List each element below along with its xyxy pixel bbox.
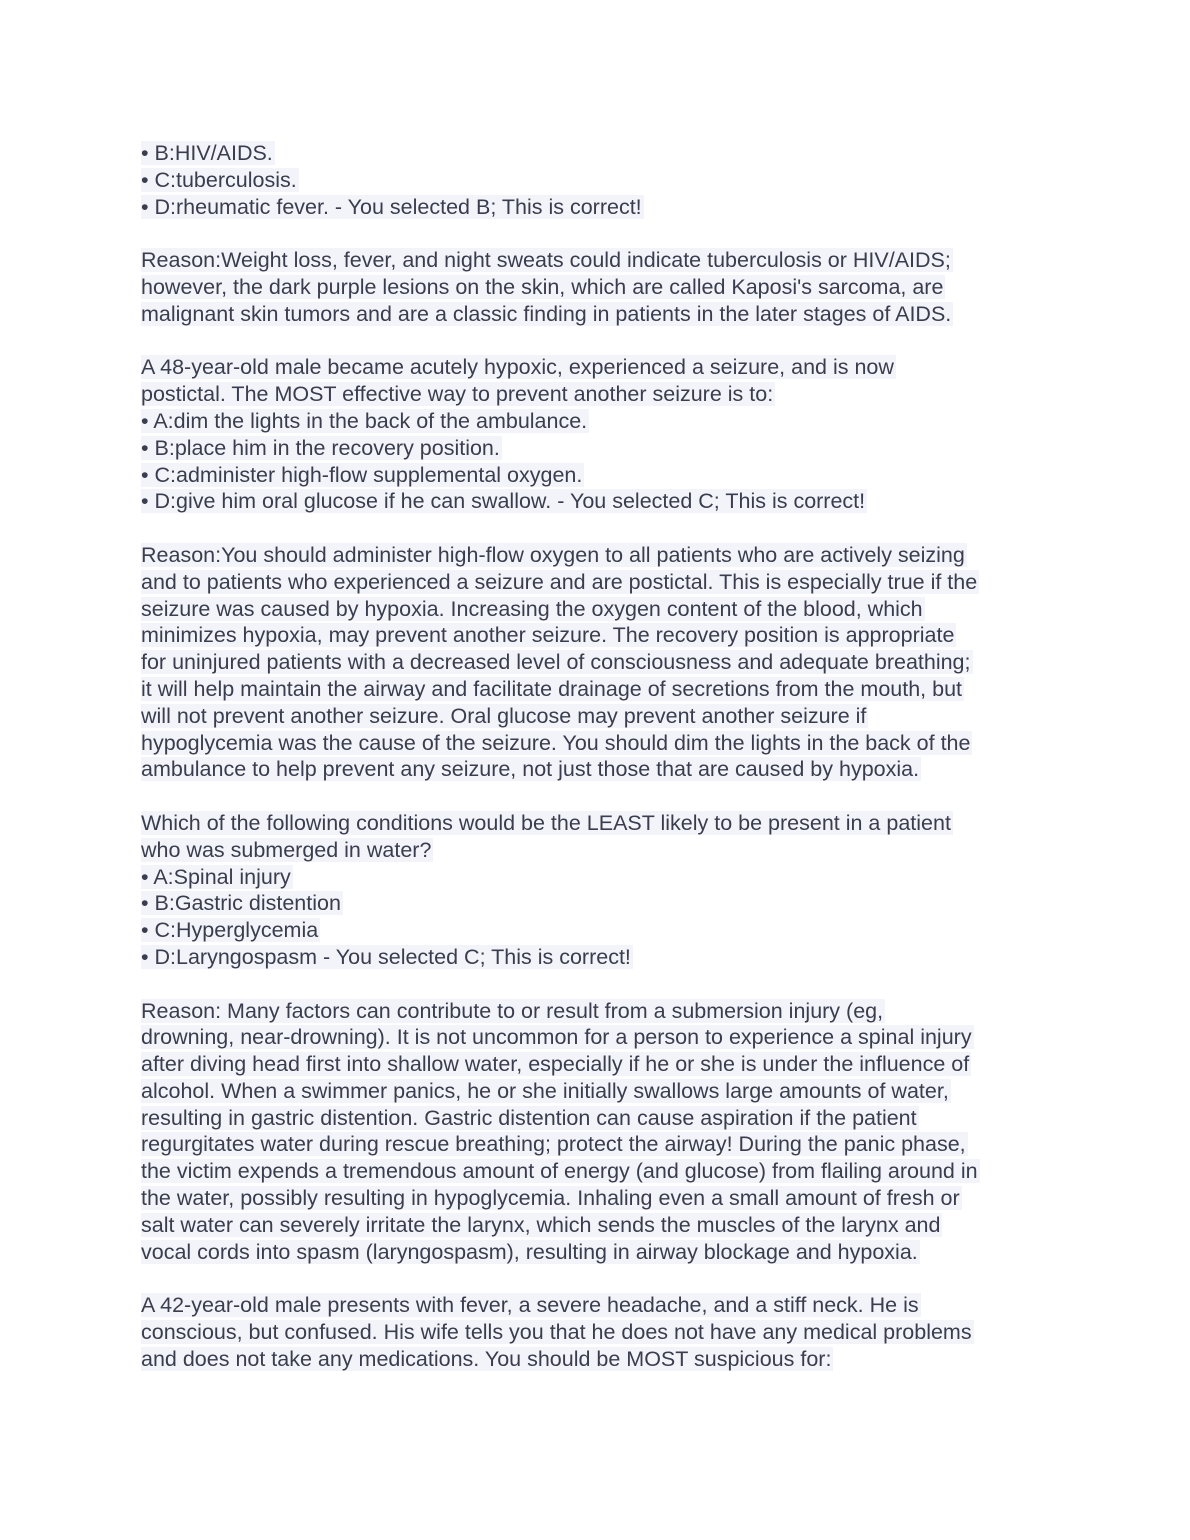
reason-line: and to patients who experienced a seizure and are postictal. This is especially true if the bbox=[141, 569, 978, 594]
reason-line: the victim expends a tremendous amount of energy (and glucose) from flailing around in bbox=[141, 1159, 978, 1184]
reason-line: for uninjured patients with a decreased level of consciousness and adequate breathing; bbox=[141, 650, 971, 675]
question-line: Which of the following conditions would be the LEAST likely to be present in a patient bbox=[141, 810, 951, 835]
reason-line: vocal cords into spasm (laryngospasm), resulting in airway blockage and hypoxia. bbox=[141, 1239, 918, 1264]
q1-reason bbox=[141, 247, 1061, 327]
question-line: A 42-year-old male presents with fever, a severe headache, and a stiff neck. He is bbox=[141, 1293, 919, 1318]
reason-line: Reason:Weight loss, fever, and night sweats could indicate tuberculosis or HIV/AIDS; bbox=[141, 248, 951, 273]
question-line: and does not take any medications. You should be MOST suspicious for: bbox=[141, 1346, 832, 1371]
reason-line: resulting in gastric distention. Gastric distention can cause aspiration if the patient bbox=[141, 1105, 917, 1130]
q1-options bbox=[141, 140, 1061, 220]
reason-line: after diving head first into shallow water, especially if he or she is under the influence of bbox=[141, 1052, 970, 1077]
reason-line: salt water can severely irritate the larynx, which sends the muscles of the larynx and bbox=[141, 1212, 941, 1237]
q3-options bbox=[141, 864, 1061, 971]
list-item: • C:tuberculosis. bbox=[141, 167, 297, 192]
q4-question bbox=[141, 1292, 1061, 1372]
reason-line: Reason:You should administer high-flow oxygen to all patients who are actively seizing bbox=[141, 542, 965, 567]
list-item: • D:rheumatic fever. - You selected B; This is correct! bbox=[141, 194, 642, 219]
q2-options bbox=[141, 408, 1061, 515]
question-line: A 48-year-old male became acutely hypoxic, experienced a seizure, and is now bbox=[141, 355, 894, 380]
reason-line: the water, possibly resulting in hypoglycemia. Inhaling even a small amount of fresh or bbox=[141, 1186, 960, 1211]
list-item: • B:HIV/AIDS. bbox=[141, 141, 273, 165]
question-line: conscious, but confused. His wife tells you that he does not have any medical problems bbox=[141, 1320, 972, 1345]
reason-line: ambulance to help prevent any seizure, not just those that are caused by hypoxia. bbox=[141, 757, 920, 782]
list-item: • C:administer high-flow supplemental oxygen. bbox=[141, 462, 583, 487]
list-item: • B:place him in the recovery position. bbox=[141, 435, 500, 460]
reason-line: hypoglycemia was the cause of the seizure. You should dim the lights in the back of the bbox=[141, 730, 971, 755]
reason-line: alcohol. When a swimmer panics, he or she initially swallows large amounts of water, bbox=[141, 1078, 949, 1103]
q2-reason bbox=[141, 542, 1061, 783]
list-item: • D:give him oral glucose if he can swallow. - You selected C; This is correct! bbox=[141, 489, 866, 514]
question-line: postictal. The MOST effective way to prevent another seizure is to: bbox=[141, 382, 774, 407]
list-item: • A:Spinal injury bbox=[141, 864, 291, 889]
list-item: • D:Laryngospasm - You selected C; This is correct! bbox=[141, 944, 631, 969]
reason-line: malignant skin tumors and are a classic finding in patients in the later stages of AIDS. bbox=[141, 301, 952, 326]
list-item: • B:Gastric distention bbox=[141, 891, 341, 916]
list-item: • A:dim the lights in the back of the ambulance. bbox=[141, 408, 588, 433]
reason-line: however, the dark purple lesions on the skin, which are called Kaposi's sarcoma, are bbox=[141, 274, 944, 299]
reason-line: will not prevent another seizure. Oral glucose may prevent another seizure if bbox=[141, 703, 867, 728]
q3-question bbox=[141, 810, 1061, 864]
question-line: who was submerged in water? bbox=[141, 837, 432, 862]
q3-reason bbox=[141, 998, 1061, 1266]
reason-line: drowning, near-drowning). It is not uncommon for a person to experience a spinal injury bbox=[141, 1025, 972, 1050]
list-item: • C:Hyperglycemia bbox=[141, 918, 319, 943]
reason-line: seizure was caused by hypoxia. Increasing the oxygen content of the blood, which bbox=[141, 596, 923, 621]
document-page bbox=[141, 140, 1061, 1373]
q2-question bbox=[141, 354, 1061, 408]
reason-line: minimizes hypoxia, may prevent another seizure. The recovery position is appropriate bbox=[141, 623, 955, 648]
reason-line: it will help maintain the airway and facilitate drainage of secretions from the mouth, but bbox=[141, 676, 963, 701]
reason-line: Reason: Many factors can contribute to or result from a submersion injury (eg, bbox=[141, 998, 884, 1023]
reason-line: regurgitates water during rescue breathing; protect the airway! During the panic phase, bbox=[141, 1132, 966, 1157]
